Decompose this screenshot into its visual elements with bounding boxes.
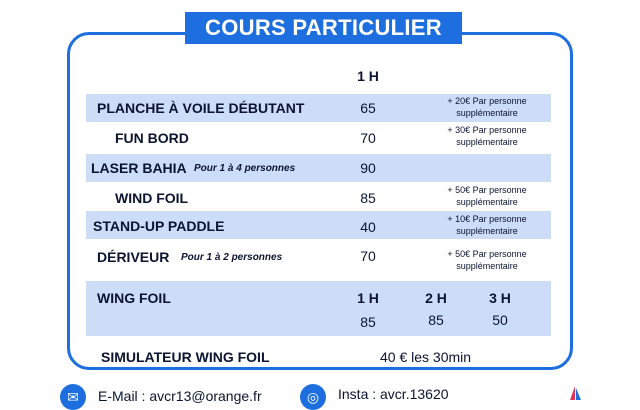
sail-logo-icon <box>568 384 582 400</box>
row-price: 70 <box>360 248 376 264</box>
wing-foil-price: 50 <box>492 312 508 328</box>
row-name: STAND-UP PADDLE <box>93 218 225 234</box>
row-extra: + 50€ Par personne supplémentaire <box>447 185 527 207</box>
row-note: Pour 1 à 2 personnes <box>181 252 283 263</box>
row-name: DÉRIVEUR <box>97 249 170 265</box>
row-price: 90 <box>360 160 376 176</box>
email-icon: ✉ <box>60 384 86 410</box>
row-name: LASER BAHIA <box>91 160 187 176</box>
row-note: Pour 1 à 4 personnes <box>194 163 296 174</box>
wing-foil-duration: 3 H <box>489 290 511 306</box>
footer-email[interactable]: E-Mail : avcr13@orange.fr <box>98 388 262 404</box>
simulator-price: 40 € les 30min <box>380 349 472 365</box>
row-price: 40 <box>360 219 376 235</box>
wing-foil-duration: 2 H <box>425 290 447 306</box>
simulator-name: SIMULATEUR WING FOIL <box>101 349 270 365</box>
row-name: FUN BORD <box>115 130 189 146</box>
row-price: 65 <box>360 100 376 116</box>
wing-foil-price: 85 <box>360 314 376 330</box>
row-extra: + 20€ Par personne supplémentaire <box>447 96 527 118</box>
wing-foil-duration: 1 H <box>357 290 379 306</box>
footer-insta[interactable]: Insta : avcr.13620 <box>338 386 449 402</box>
instagram-icon: ◎ <box>300 384 326 410</box>
row-extra: + 30€ Par personne supplémentaire <box>447 125 527 147</box>
row-name: WIND FOIL <box>115 190 189 206</box>
row-name: PLANCHE À VOILE DÉBUTANT <box>97 100 305 116</box>
header-1h: 1 H <box>357 68 379 84</box>
row-price: 85 <box>360 190 376 206</box>
row-extra: + 50€ Par personne supplémentaire <box>447 249 527 271</box>
wing-foil-price: 85 <box>428 312 444 328</box>
page-title: COURS PARTICULIER <box>185 12 462 44</box>
wing-foil-name: WING FOIL <box>97 290 171 306</box>
row-extra: + 10€ Par personne supplémentaire <box>447 214 527 236</box>
row-price: 70 <box>360 130 376 146</box>
